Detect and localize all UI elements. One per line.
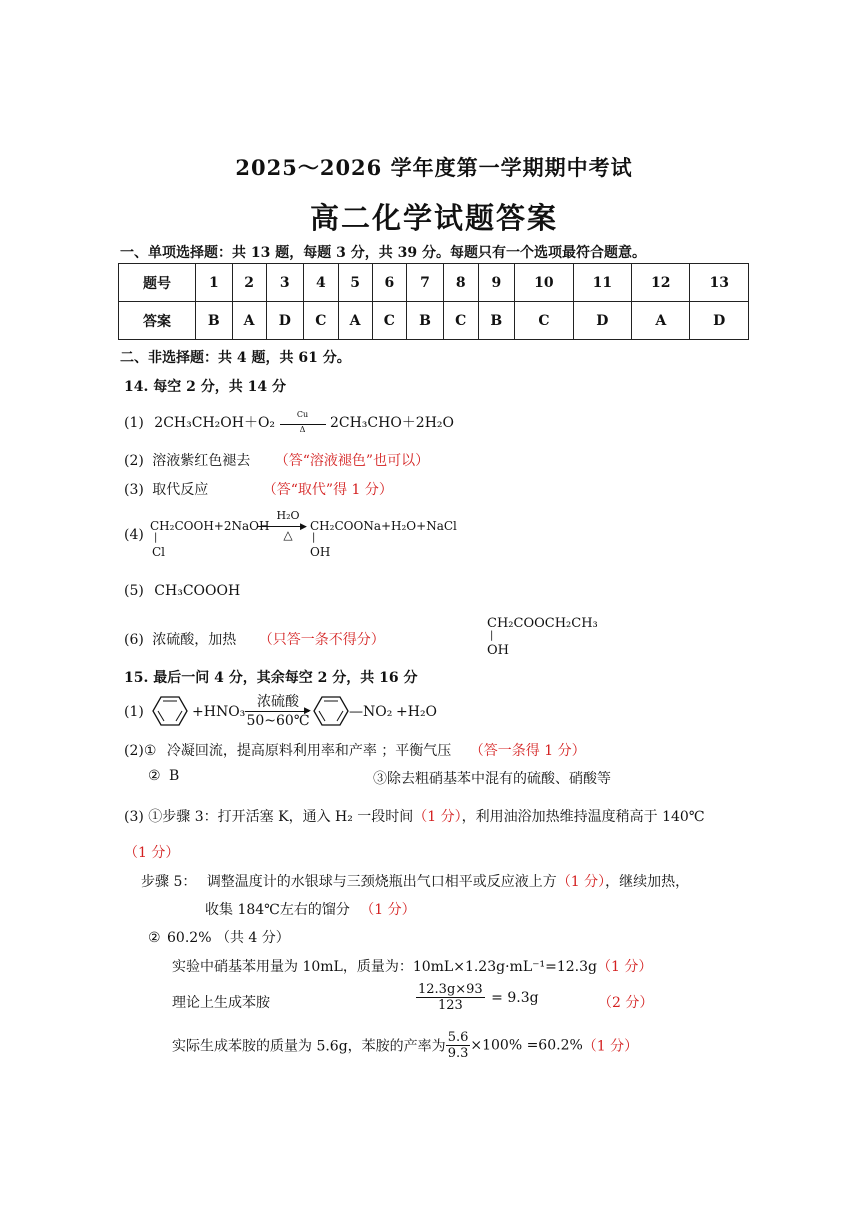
table-row-numbers [119,264,749,302]
fraction-result: ×100% =60.2% [470,1037,583,1054]
q15-p3-point1: （1 分） [413,809,462,825]
q14-p6-label: (6) [124,632,144,648]
q15-p3-line1: 实验中硝基苯用量为 10mL，质量为：10mL×1.23g·mL⁻¹=12.3g [172,959,597,975]
table-cell: 4 [304,264,339,302]
q15-p1-water: +H₂O [396,704,438,720]
q15-p3-step5: 调整温度计的水银球与三颈烧瓶出气口相平或反应液上方 [206,874,557,890]
section1-heading: 一、单项选择题：共 13 题，每题 3 分，共 39 分。每题只有一个选项最符合题意。 [120,245,646,261]
table-cell: A [632,302,690,340]
q15-p3-step5-label: 步骤 5： [141,874,197,890]
row-label-number: 题号 [119,264,196,302]
q15-p3-point6: （2 分） [598,995,654,1011]
q15-part3-step5c [205,899,416,919]
q15-p1-reagent: +HNO₃ [192,704,246,720]
arrow-condition-bottom: Δ [299,424,306,434]
q15-p1-product-group: —NO₂ [349,704,393,720]
circled-number-2: ② [148,930,161,946]
q15-p3-step5b: ，继续加热， [605,874,690,890]
q14-p6-structure-sub: OH [487,643,509,658]
q14-p2-note: （答“溶液褪色”也可以） [274,453,430,469]
q14-part1 [124,409,454,434]
fraction-denominator: 123 [437,998,463,1013]
q15-p3-calc-line3 [172,1030,638,1061]
fraction [446,1030,471,1061]
reaction-arrow [280,409,326,434]
table-cell: 8 [443,264,478,302]
table-cell: C [443,302,478,340]
table-cell: C [372,302,407,340]
table-cell: 2 [232,264,266,302]
table-cell: 3 [266,264,303,302]
table-cell: B [478,302,515,340]
q14-p6-structure: CH₂COOCH₂CH₃ [487,616,598,631]
q14-p1-label: (1) [124,415,144,431]
fraction-numerator: 5.6 [447,1030,469,1045]
q15-p3-step5c: 收集 184℃左右的馏分 [205,902,350,918]
arrow-condition-top: Cu [296,409,309,419]
circled-number-1: ① [148,809,163,825]
subject-title: 高二化学试题答案 [309,201,558,235]
q15-p1-cond-bottom: 50~60℃ [246,713,310,729]
table-cell: C [515,302,573,340]
q15-part3-step5 [141,871,689,891]
reaction-arrow [258,526,306,527]
table-cell: 11 [573,264,631,302]
q14-p4-left: CH₂COOH+2NaOH [150,519,270,533]
q14-p6-note: （只答一条不得分） [258,632,385,648]
q15-p3-line2: 理论上生成苯胺 [172,995,270,1011]
q14-p3-label: (3) [124,482,144,498]
q15-p2-answer1: 冷凝回流，提高原料利用率和产率 ；平衡气压 [166,743,452,759]
reaction-arrow [245,711,309,712]
q15-p3-point7: （1 分） [582,1038,639,1055]
q14-p2-answer: 溶液紫红色褪去 [152,453,251,469]
q15-p1-cond-top: 浓硫酸 [257,694,299,710]
circled-number-2: ② [148,768,161,784]
q15-p3-line3: 实际生成苯胺的质量为 5.6g，苯胺的产率为 [172,1038,446,1055]
q14-p4-cond-top: H₂O [276,509,300,522]
q14-p5-label: (5) [124,583,144,599]
q15-p1-label: (1) [124,704,144,720]
q14-p4-right-sub: OH [310,545,331,559]
table-cell: 1 [196,264,233,302]
q14-p3-note: （答“取代”得 1 分） [262,482,393,498]
q15-heading: 15. 最后一问 4 分，其余每空 2 分，共 16 分 [124,670,418,686]
fraction-numerator: 12.3g×93 [418,982,483,997]
q15-p3-point2: （1 分） [124,845,180,861]
benzene-ring-icon [152,695,188,727]
answer-table [118,263,749,340]
q14-part2 [124,450,429,470]
table-cell: 13 [690,264,749,302]
fraction-result: = 9.3g [491,989,539,1006]
q15-p2-note1: （答一条得 1 分） [469,743,586,759]
q14-part5 [124,583,240,599]
q14-p4-left-sub: Cl [152,545,166,559]
q15-p3-step3: 步骤 3：打开活塞 K，通入 H₂ 一段时间 [162,809,414,825]
exam-title: 2025～2026 学年度第一学期期中考试 [235,155,633,180]
table-cell: D [573,302,631,340]
q14-p2-label: (2) [124,453,144,469]
q14-part6 [124,629,385,649]
q14-p4-cond-bottom: △ [283,528,293,542]
benzene-ring-icon [313,695,349,727]
q15-p3-yield: 60.2% （共 4 分） [167,930,290,946]
q15-part2-line3 [373,768,611,788]
fraction [416,982,485,1013]
table-cell: D [690,302,749,340]
table-cell: C [304,302,339,340]
q15-p3-fraction1 [416,982,539,1013]
table-cell: 7 [407,264,444,302]
q15-p2-label: (2) [124,743,144,759]
table-cell: B [407,302,444,340]
q14-p6-answer: 浓硫酸，加热 [152,632,237,648]
table-row-answers [119,302,749,340]
table-cell: A [338,302,372,340]
fraction-denominator: 9.3 [447,1046,469,1061]
q15-p2-answer2: B [169,768,180,784]
q15-part3-yield [148,927,290,947]
q14-part3 [124,479,393,499]
circled-number-3: ③ [373,771,387,787]
q15-part2-line1 [124,740,586,760]
table-cell: D [266,302,303,340]
q14-heading: 14. 每空 2 分，共 14 分 [124,379,286,395]
circled-number-1: ① [143,743,157,759]
q15-part3-line1 [124,806,705,826]
q14-p4-label: (4) [124,527,144,543]
q15-p3-point5: （1 分） [596,959,653,975]
q14-p1-right: 2CH₃CHO＋2H₂O [329,415,454,431]
table-cell: 10 [515,264,573,302]
q14-p4-right: CH₂COONa+H₂O+NaCl [310,519,457,533]
table-cell: 5 [338,264,372,302]
q15-p2-answer3: 除去粗硝基苯中混有的硫酸、硝酸等 [387,771,611,787]
row-label-answer: 答案 [119,302,196,340]
q15-p3-point4: （1 分） [360,902,416,918]
table-cell: 6 [372,264,407,302]
table-cell: B [196,302,233,340]
table-cell: A [232,302,266,340]
q14-p5-answer: CH₃COOOH [154,583,241,599]
q14-p1-left: 2CH₃CH₂OH＋O₂ [154,415,276,431]
q15-part2-line2 [148,768,179,784]
q14-p3-answer: 取代反应 [152,482,209,498]
q15-p3-point3: （1 分） [556,874,606,890]
q15-p3-step3b: ，利用油浴加热维持温度稍高于 140℃ [461,809,705,825]
table-cell: 9 [478,264,515,302]
table-cell: 12 [632,264,690,302]
q15-p3-calc-line1 [172,956,652,976]
section2-heading: 二、非选择题：共 4 题，共 61 分。 [120,350,351,366]
q15-p3-label: (3) [124,809,144,825]
